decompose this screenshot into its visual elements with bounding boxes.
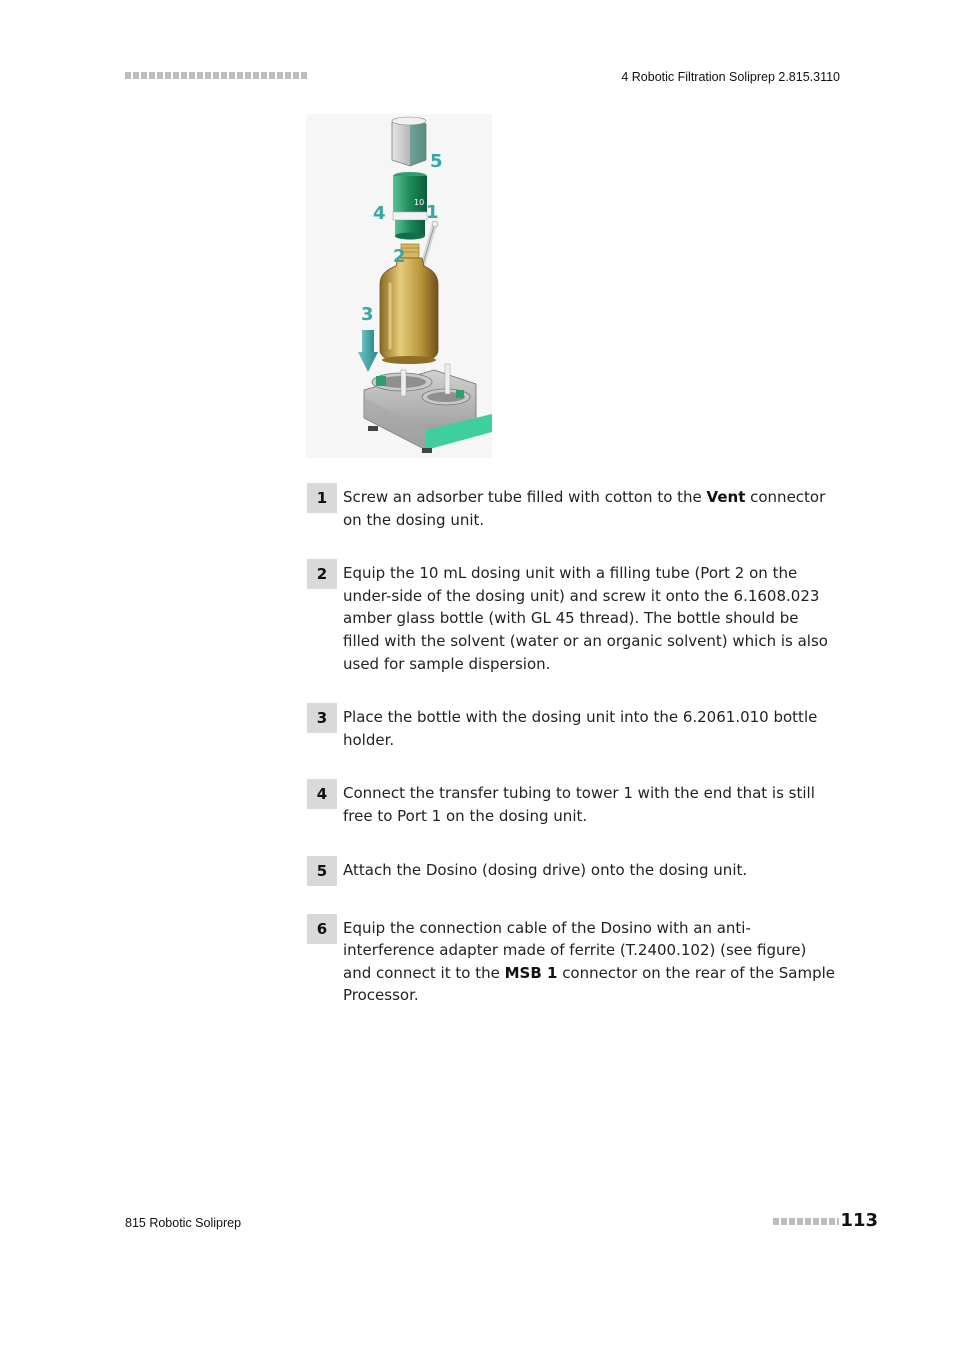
assembly-figure bbox=[306, 114, 492, 458]
step-number: 6 bbox=[307, 914, 337, 944]
footer-product-name: 815 Robotic Soliprep bbox=[125, 1216, 242, 1230]
step-list bbox=[307, 483, 837, 1035]
page-number: 113 bbox=[840, 1210, 878, 1231]
step-number: 1 bbox=[307, 483, 337, 513]
step-item bbox=[307, 703, 837, 751]
dosing-unit-volume-label: 10 bbox=[414, 198, 425, 207]
amber-glass-bottle bbox=[380, 258, 438, 364]
step-text: Place the bottle with the dosing unit into the 6.2061.010 bottle holder. bbox=[343, 708, 818, 749]
step-number: 5 bbox=[307, 856, 337, 886]
step-text: Equip the 10 mL dosing unit with a filling tube (Port 2 on the under-side of the dosing unit) and screw it onto the 6.1608.023 amber glass bottle (with GL 45 thread). The bottle should be filled with the solvent (water or an organic solvent) which is also used for sample dispersion. bbox=[343, 564, 828, 673]
footer-marker bbox=[773, 1218, 839, 1225]
header-section-title: 4 Robotic Filtration Soliprep 2.815.3110 bbox=[621, 70, 840, 84]
step-number: 4 bbox=[307, 779, 337, 809]
step-item bbox=[307, 559, 837, 675]
step-text: Screw an adsorber tube filled with cotton to the Vent connector on the dosing unit. bbox=[343, 488, 826, 529]
assembly-illustration bbox=[306, 114, 492, 458]
step-number: 2 bbox=[307, 559, 337, 589]
callout-3: 3 bbox=[361, 304, 374, 325]
step-item bbox=[307, 779, 837, 827]
msb1-connector-label: MSB 1 bbox=[504, 963, 558, 982]
step-text: Connect the transfer tubing to tower 1 with the end that is still free to Port 1 on the dosing unit. bbox=[343, 784, 815, 825]
callout-5: 5 bbox=[430, 151, 443, 172]
callout-4: 4 bbox=[373, 203, 386, 224]
callout-2: 2 bbox=[393, 246, 406, 267]
dosing-unit bbox=[393, 172, 427, 240]
step-number: 3 bbox=[307, 703, 337, 733]
step-item bbox=[307, 856, 837, 886]
header-marker bbox=[125, 72, 307, 79]
callout-1: 1 bbox=[426, 202, 439, 223]
step-text: Equip the connection cable of the Dosino with an anti-interference adapter made of ferrite (T.2400.102) (see figure) and connect it to the MSB 1 connector on the rear of the Sample Processor. bbox=[343, 918, 835, 1005]
vent-connector-label: Vent bbox=[706, 488, 746, 506]
step-text: Attach the Dosino (dosing drive) onto the dosing unit. bbox=[343, 860, 748, 879]
step-item bbox=[307, 483, 837, 531]
step-item bbox=[307, 914, 837, 1007]
dosino-drive bbox=[392, 117, 426, 166]
